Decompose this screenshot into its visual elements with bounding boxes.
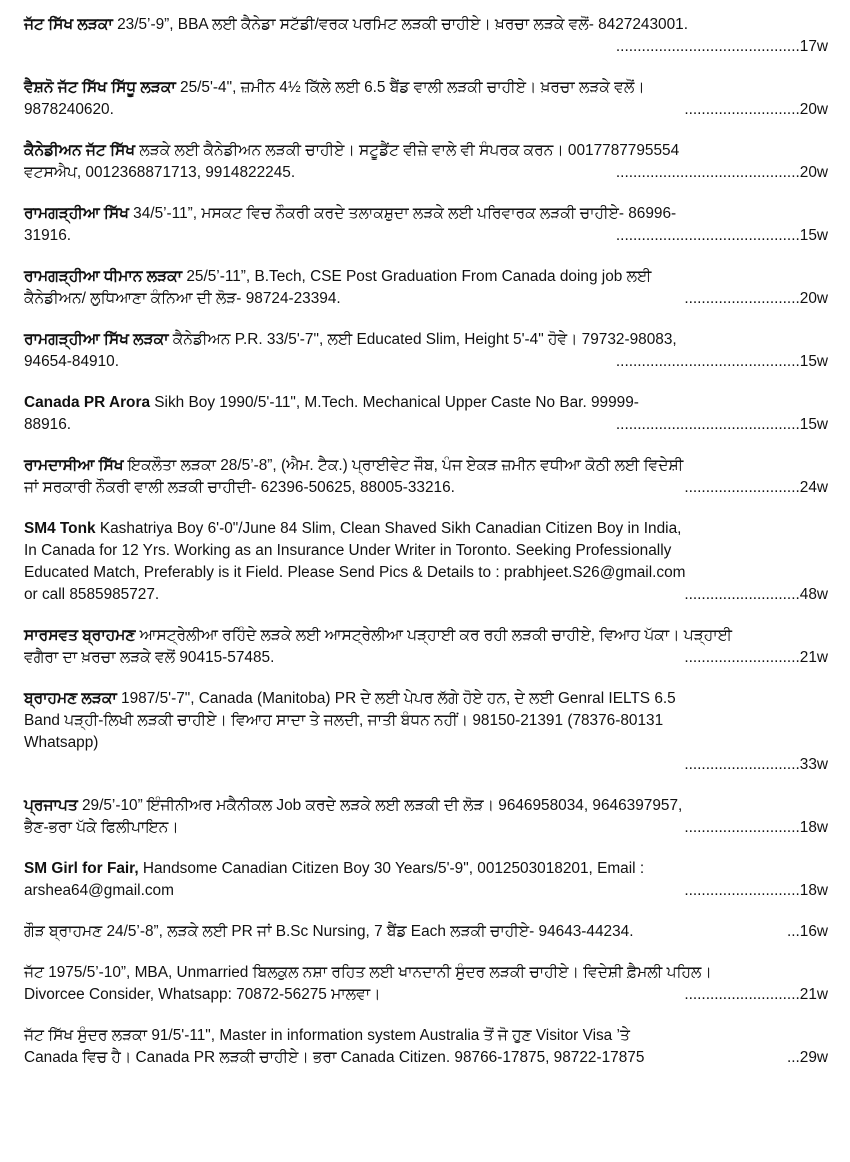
ad-text: ਜੱਟ 1975/5’-10”, MBA, Unmarried ਬਿਲਕੁਲ ਨਸ਼ਾ ਰਹਿਤ ਲਈ ਖਾਨਦਾਨੀ ਸੁੰਦਰ ਲੜਕੀ ਚਾਹੀਏ। ਵਿਦੇਸ਼ੀ ਫ਼ੈਮਲੀ ਪਹਿਲ। — [24, 964, 712, 981]
ad-line — [24, 540, 828, 562]
ad-text: Canada ਵਿਚ ਹੈ। Canada PR ਲੜਕੀ ਚਾਹੀਏ। ਭਰਾ Canada Citizen. 98766-17875, 98722-17875 — [24, 1049, 645, 1066]
ad-text: 23/5’-9”, BBA ਲਈ ਕੈਨੇਡਾ ਸਟੱਡੀ/ਵਰਕ ਪਰਮਿਟ ਲੜਕੀ ਚਾਹੀਏ। ਖ਼ਰਚਾ ਲੜਕੇ ਵਲੋਂ- 8427243001. — [112, 16, 688, 33]
ad-text: ਕੈਨੇਡੀਅਨ P.R. 33/5'-7", ਲਈ Educated Slim, Height 5'-4" ਹੋਵੇ। 79732-98083, — [168, 331, 677, 348]
ad-text: Handsome Canadian Citizen Boy 30 Years/5'-9", 0012503018201, Email : — [138, 860, 645, 877]
ad-line — [24, 518, 828, 540]
ad-text: ਵਟਸਐਪ, 0012368871713, 9914822245. — [24, 164, 296, 181]
ad-text: Divorcee Consider, Whatsapp: 70872-56275 ਮਾਲਵਾ। — [24, 986, 381, 1003]
ad-line — [24, 140, 828, 162]
ad-line — [24, 392, 828, 414]
ad-heading: SM4 Tonk — [24, 520, 96, 537]
ad-line — [24, 795, 828, 817]
ad-text: ਕੈਨੇਡੀਅਨ/ ਲੁਧਿਆਣਾ ਕੰਨਿਆ ਦੀ ਲੋੜ- 98724-23394. — [24, 290, 341, 307]
word-count-leader: ...........................20w — [684, 290, 828, 307]
ad-closing-line — [24, 36, 828, 58]
ad-heading: Canada PR Arora — [24, 394, 151, 411]
ad-line — [24, 329, 828, 351]
ad-closing-line — [24, 414, 828, 436]
word-count-leader: ...........................21w — [684, 986, 828, 1003]
ad-line — [24, 203, 828, 225]
ad-closing-line — [24, 817, 828, 839]
word-count-leader: ...........................18w — [684, 882, 828, 899]
classified-ad — [24, 14, 828, 58]
ad-line — [24, 14, 828, 36]
word-count-leader: ...........................24w — [684, 479, 828, 496]
ad-heading: ਕੈਨੇਡੀਅਨ ਜੱਟ ਸਿੱਖ — [24, 142, 136, 159]
ad-text: ਗੌੜ ਬ੍ਰਾਹਮਣ 24/5’-8”, ਲੜਕੇ ਲਈ PR ਜਾਂ B.Sc Nursing, 7 ਬੈਂਡ Each ਲੜਕੀ ਚਾਹੀਏ- 94643-44234. — [24, 923, 634, 940]
ad-heading: ਰਾਮਦਾਸੀਆ ਸਿੱਖ — [24, 457, 124, 474]
ad-text: ਜਾਂ ਸਰਕਾਰੀ ਨੌਕਰੀ ਵਾਲੀ ਲੜਕੀ ਚਾਹੀਦੀ- 62396-50625, 88005-33216. — [24, 479, 455, 496]
ad-text: ਲੜਕੇ ਲਈ ਕੈਨੇਡੀਅਨ ਲੜਕੀ ਚਾਹੀਏ। ਸਟੂਡੈਂਟ ਵੀਜ਼ੇ ਵਾਲੇ ਵੀ ਸੰਪਰਕ ਕਰਨ। 0017787795554 — [135, 142, 680, 159]
classified-ad — [24, 203, 828, 247]
ad-heading: ਰਾਮਗੜ੍ਹੀਆ ਸਿੱਖ ਲੜਕਾ — [24, 331, 169, 348]
ad-closing-line — [24, 584, 828, 606]
ad-closing-line — [24, 288, 828, 310]
ad-text: ਜੱਟ ਸਿੱਖ ਸੁੰਦਰ ਲੜਕਾ 91/5'-11", Master in information system Australia ਤੋਂ ਜੋ ਹੁਣ Visitor Visa ’ਤੇ — [24, 1027, 630, 1044]
ad-text: Band ਪੜ੍ਹੀ-ਲਿਖੀ ਲੜਕੀ ਚਾਹੀਏ। ਵਿਆਹ ਸਾਦਾ ਤੇ ਜਲਦੀ, ਜਾਤੀ ਬੰਧਨ ਨਹੀਂ। 98150-21391 (78376-80131 — [24, 712, 664, 729]
classified-ad — [24, 329, 828, 373]
ad-line — [24, 1025, 828, 1047]
ad-text: Kashatriya Boy 6'-0"/June 84 Slim, Clean Shaved Sikh Canadian Citizen Boy in India, — [95, 520, 682, 537]
word-count-leader: ...........................18w — [684, 819, 828, 836]
ad-text: 9878240620. — [24, 101, 114, 118]
ad-line — [24, 688, 828, 710]
classified-ad — [24, 455, 828, 499]
ad-text: ਇਕਲੌਤਾ ਲੜਕਾ 28/5’-8”, (ਐਮ. ਟੈਕ.) ਪ੍ਰਾਈਵੇਟ ਜੌਬ, ਪੰਜ ਏਕੜ ਜ਼ਮੀਨ ਵਧੀਆ ਕੋਠੀ ਲਈ ਵਿਦੇਸ਼ੀ — [123, 457, 684, 474]
ad-closing-line — [24, 921, 828, 943]
ad-line — [24, 77, 828, 99]
ad-text: 29/5’-10” ਇੰਜੀਨੀਅਰ ਮਕੈਨੀਕਲ Job ਕਰਦੇ ਲੜਕੇ ਲਈ ਲੜਕੀ ਦੀ ਲੋੜ। 9646958034, 9646397957, — [77, 797, 683, 814]
ad-text: Sikh Boy 1990/5'-11", M.Tech. Mechanical Upper Caste No Bar. 99999- — [150, 394, 639, 411]
classified-ad — [24, 1025, 828, 1069]
word-count-leader: ...........................................15w — [615, 227, 828, 244]
classified-ad — [24, 858, 828, 902]
classified-ad — [24, 688, 828, 776]
ad-line — [24, 962, 828, 984]
ad-heading: ਰਾਮਗੜ੍ਹੀਆ ਧੀਮਾਨ ਲੜਕਾ — [24, 268, 183, 285]
ad-text: In Canada for 12 Yrs. Working as an Insurance Under Writer in Toronto. Seeking Professionally — [24, 542, 672, 559]
ad-line — [24, 625, 828, 647]
ad-closing-line — [24, 754, 828, 776]
ad-text: 31916. — [24, 227, 72, 244]
ad-line — [24, 858, 828, 880]
classified-ad — [24, 266, 828, 310]
classified-ad — [24, 392, 828, 436]
ad-closing-line — [24, 647, 828, 669]
ad-closing-line — [24, 162, 828, 184]
word-count-leader: ...........................33w — [684, 756, 828, 773]
ad-line — [24, 732, 828, 754]
ad-text: ਵਗੈਰਾ ਦਾ ਖ਼ਰਚਾ ਲੜਕੇ ਵਲੋਂ 90415-57485. — [24, 649, 275, 666]
ad-closing-line — [24, 351, 828, 373]
ad-heading: ਬ੍ਰਾਹਮਣ ਲੜਕਾ — [24, 690, 117, 707]
ad-heading: ਜੱਟ ਸਿੱਖ ਲੜਕਾ — [24, 16, 113, 33]
ad-closing-line — [24, 1047, 828, 1069]
ad-heading: ਪ੍ਰਜਾਪਤ — [24, 797, 78, 814]
ad-text: 88916. — [24, 416, 72, 433]
ad-closing-line — [24, 477, 828, 499]
classified-ad — [24, 518, 828, 606]
classified-ad — [24, 921, 828, 943]
ad-line — [24, 710, 828, 732]
word-count-leader: ...........................................20w — [615, 164, 828, 181]
word-count-leader: ...29w — [786, 1049, 828, 1066]
ad-line — [24, 266, 828, 288]
ad-text: 94654-84910. — [24, 353, 119, 370]
ad-closing-line — [24, 984, 828, 1006]
word-count-leader: ...........................21w — [684, 649, 828, 666]
ad-heading: SM Girl for Fair, — [24, 860, 139, 877]
classified-ad — [24, 962, 828, 1006]
ad-text: 25/5'-4", ਜ਼ਮੀਨ 4½ ਕਿੱਲੇ ਲਈ 6.5 ਬੈਂਡ ਵਾਲੀ ਲੜਕੀ ਚਾਹੀਏ। ਖ਼ਰਚਾ ਲੜਕੇ ਵਲੋਂ। — [175, 79, 645, 96]
word-count-leader: ...........................................15w — [615, 353, 828, 370]
ad-text: 25/5’-11”, B.Tech, CSE Post Graduation From Canada doing job ਲਈ — [182, 268, 652, 285]
ad-closing-line — [24, 880, 828, 902]
word-count-leader: ...........................48w — [684, 586, 828, 603]
classified-ad — [24, 77, 828, 121]
classified-ad — [24, 795, 828, 839]
ad-heading: ਵੈਸ਼ਨੋ ਜੱਟ ਸਿੱਖ ਸਿੱਧੂ ਲੜਕਾ — [24, 79, 176, 96]
ad-closing-line — [24, 225, 828, 247]
ad-heading: ਸਾਰਸਵਤ ਬ੍ਰਾਹਮਣ — [24, 627, 136, 644]
ad-text: Educated Match, Preferably is it Field. Please Send Pics & Details to : prabhjeet.S26@gmail.com — [24, 564, 686, 581]
ad-text: Whatsapp) — [24, 734, 99, 751]
classified-ad — [24, 625, 828, 669]
ad-text: 1987/5'-7", Canada (Manitoba) PR ਦੇ ਲਈ ਪੇਪਰ ਲੱਗੇ ਹੋਏ ਹਨ, ਦੇ ਲਈ Genral IELTS 6.5 — [116, 690, 676, 707]
ad-text: ਆਸਟ੍ਰੇਲੀਆ ਰਹਿੰਦੇ ਲੜਕੇ ਲਈ ਆਸਟ੍ਰੇਲੀਆ ਪੜ੍ਹਾਈ ਕਰ ਰਹੀ ਲੜਕੀ ਚਾਹੀਏ, ਵਿਆਹ ਪੱਕਾ। ਪੜ੍ਹਾਈ — [135, 627, 732, 644]
word-count-leader: ...16w — [786, 923, 828, 940]
ad-line — [24, 562, 828, 584]
word-count-leader: ...........................................15w — [615, 416, 828, 433]
ad-text: 34/5’-11”, ਮਸਕਟ ਵਿਚ ਨੌਕਰੀ ਕਰਦੇ ਤਲਾਕਸ਼ੁਦਾ ਲੜਕੇ ਲਈ ਪਰਿਵਾਰਕ ਲੜਕੀ ਚਾਹੀਏ- 86996- — [128, 205, 677, 222]
word-count-leader: ...........................................17w — [615, 38, 828, 55]
word-count-leader: ...........................20w — [684, 101, 828, 118]
ad-text: or call 8585985727. — [24, 586, 160, 603]
ad-text: arshea64@gmail.com — [24, 882, 174, 899]
ad-heading: ਰਾਮਗੜ੍ਹੀਆ ਸਿੱਖ — [24, 205, 129, 222]
ad-line — [24, 455, 828, 477]
ad-closing-line — [24, 99, 828, 121]
classified-ad — [24, 140, 828, 184]
ad-text: ਭੈਣ-ਭਰਾ ਪੱਕੇ ਫਿਲੀਪਾਇਨ। — [24, 819, 179, 836]
